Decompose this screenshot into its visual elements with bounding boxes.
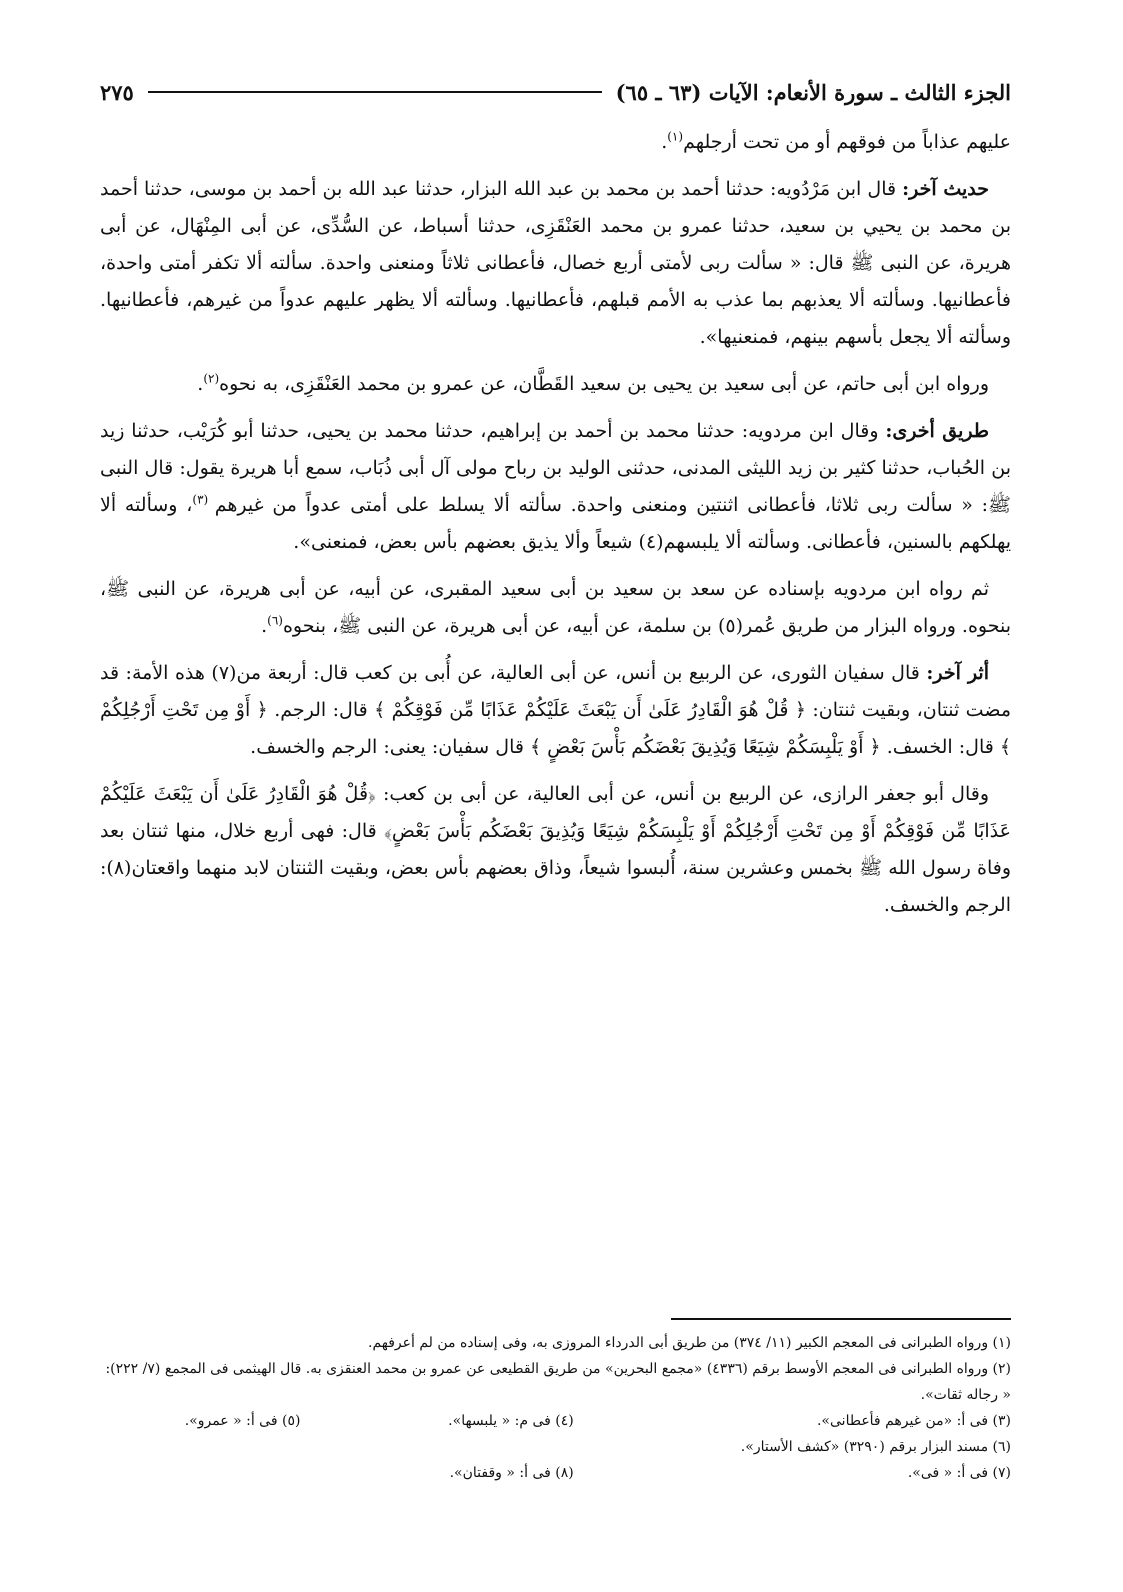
paragraph-text: قال ابن مَرْدُويه: حدثنا أحمد بن محمد بن عبد الله البزار، حدثنا عبد الله بن أحمد بن موسى، حدثنا أحمد بن محمد بن يحيي بن سعيد، حدثنا عمرو بن محمد العَنْقَزِى، حدثنا أسباط، عن السُّدِّى، عن أبى المِنْهَال، عن أبى هريرة، عن النبى ﷺ قال: « سألت ربى لأمتى أربع خصال، فأعطانى ثلاثاً ومنعنى واحدة. سألته ألا تكفر أمتى واحدة، فأعطانيها. وسألته ألا يعذبهم بما عذب به الأمم قبلهم، فأعطانيها. وسألته ألا يظهر عليهم عدواً من غيرهم، فأعطانيها. وسألته ألا يجعل بأسهم بينهم، فمنعنيها». [100,178,1011,348]
paragraph-2 [100,171,1011,356]
footnote-1: (١) ورواه الطبرانى فى المعجم الكبير (١١/ ٣٧٤) من طريق أبى الدرداء المروزى به، وفى إسناده من لم أعرفهم. [368,1335,1011,1351]
footnote-4: (٤) فى م: « يلبسها». [448,1413,574,1429]
section-lead: حديث آخر: [902,178,989,200]
footnote-8: (٨) فى أ: « وقفتان». [449,1465,574,1481]
paragraph-tail: ، وسألته ألا يهلكهم بالسنين، فأعطانى. وسألته ألا يلبسهم(٤) شيعاً وألا يذيق بعضهم بأس بعض، فمنعنى». [100,494,1011,553]
paragraph-4 [100,413,1011,561]
paragraph-text: ورواه ابن أبى حاتم، عن أبى سعيد بن يحيى بن سعيد القَطَّان، عن عمرو بن محمد العَنْقَزِى، به نحوه [219,373,989,395]
footnote-ref: (٦) [267,613,283,628]
footnote-3: (٣) فى أ: «من غيرهم فأعطانى». [816,1413,1011,1429]
paragraph-6 [100,655,1011,766]
footnote-2: (٢) ورواه الطبرانى فى المعجم الأوسط برقم (٤٣٣٦) «مجمع البحرين» من طريق القطيعى عن عمرو بن محمد العنقزى به. قال الهيثمى فى المجمع (٧/ ٢٢٢): « رجاله ثقات». [105,1361,1011,1403]
main-text [100,124,1011,934]
paragraph-tail: . [261,615,268,637]
paragraph-7 [100,776,1011,924]
paragraph-text: وقال ابن مردويه: حدثنا محمد بن أحمد بن إبراهيم، حدثنا محمد بن يحيى، حدثنا أبو كُرَيْب، حدثنا زيد بن الحُباب، حدثنا كثير بن زيد الليثى المدنى، حدثنى الوليد بن رباح مولى آل أبى ذُبَاب، سمع أبا هريرة يقول: قال النبى ﷺ: « سألت ربى ثلاثا، فأعطانى اثنتين ومنعنى واحدة. سألته ألا يسلط على أمتى عدواً من غيرهم [100,420,1012,516]
footnote-6: (٦) مسند البزار برقم (٣٢٩٠) «كشف الأستار». [740,1439,1011,1455]
paragraph-tail: . [661,131,668,153]
paragraph-tail: . [197,373,204,395]
footnote-ref: (٢) [203,371,220,386]
footnote-row [100,1408,1011,1434]
section-lead: طريق أخرى: [885,420,989,442]
footnote-row [100,1460,1011,1486]
paragraph-3 [100,366,1011,403]
footnote-ref: (١) [667,129,684,144]
paragraph-1 [100,124,1011,161]
footnote-5: (٥) فى أ: « عمرو». [184,1413,301,1429]
paragraph-text: ثم رواه ابن مردويه بإسناده عن سعد بن سعيد بن أبى سعيد المقبرى، عن أبيه، عن أبى هريرة، عن النبى ﷺ، بنحوه. ورواه البزار من طريق عُمر(٥) بن سلمة، عن أبيه، عن أبى هريرة، عن النبى ﷺ، بنحوه [100,578,1011,637]
footnote-ref: (٣) [192,492,215,507]
running-title: الجزء الثالث ـ سورة الأنعام: الآيات (٦٣ ـ ٦٥) [615,79,1011,105]
paragraph-5 [100,571,1011,645]
paragraph-text: عليهم عذاباً من فوقهم أو من تحت أرجلهم [683,131,1011,153]
page-header [100,72,1011,112]
paragraph-text: قال سفيان الثورى، عن الربيع بن أنس، عن أبى العالية، عن أُبى بن كعب قال: أربعة من(٧) هذه الأمة: قد مضت ثنتان، وبقيت ثنتان: ﴿ قُلْ هُوَ الْقَادِرُ عَلَىٰ أَن يَبْعَثَ عَلَيْكُمْ عَذَابًا مِّن فَوْقِكُمْ ﴾ قال: الرجم. ﴿ أَوْ مِن تَحْتِ أَرْجُلِكُمْ ﴾ قال: الخسف. ﴿ أَوْ يَلْبِسَكُمْ شِيَعًا وَيُذِيقَ بَعْضَكُم بَأْسَ بَعْضٍ ﴾ قال سفيان: يعنى: الرجم والخسف. [100,662,1011,758]
header-rule [148,91,602,93]
page-number: ٢٧٥ [100,79,134,105]
footnote-rule [671,1318,1011,1320]
section-lead: أثر آخر: [926,662,989,684]
paragraph-text: وقال أبو جعفر الرازى، عن الربيع بن أنس، عن أبى العالية، عن أبى بن كعب: ﴿قُلْ هُوَ الْقَادِرُ عَلَىٰ أَن يَبْعَثَ عَلَيْكُمْ عَذَابًا مِّن فَوْقِكُمْ أَوْ مِن تَحْتِ أَرْجُلِكُمْ أَوْ يَلْبِسَكُمْ شِيَعًا وَيُذِيقَ بَعْضَكُم بَأْسَ بَعْضٍ﴾ قال: فهى أربع خلال، منها ثنتان بعد وفاة رسول الله ﷺ بخمس وعشرين سنة، أُلبسوا شيعاً، وذاق بعضهم بأس بعض، وبقيت الثنتان لابد منهما واقعتان(٨): الرجم والخسف. [100,783,1011,916]
footnote-7: (٧) فى أ: « فى». [907,1465,1011,1481]
footnotes [100,1318,1011,1486]
